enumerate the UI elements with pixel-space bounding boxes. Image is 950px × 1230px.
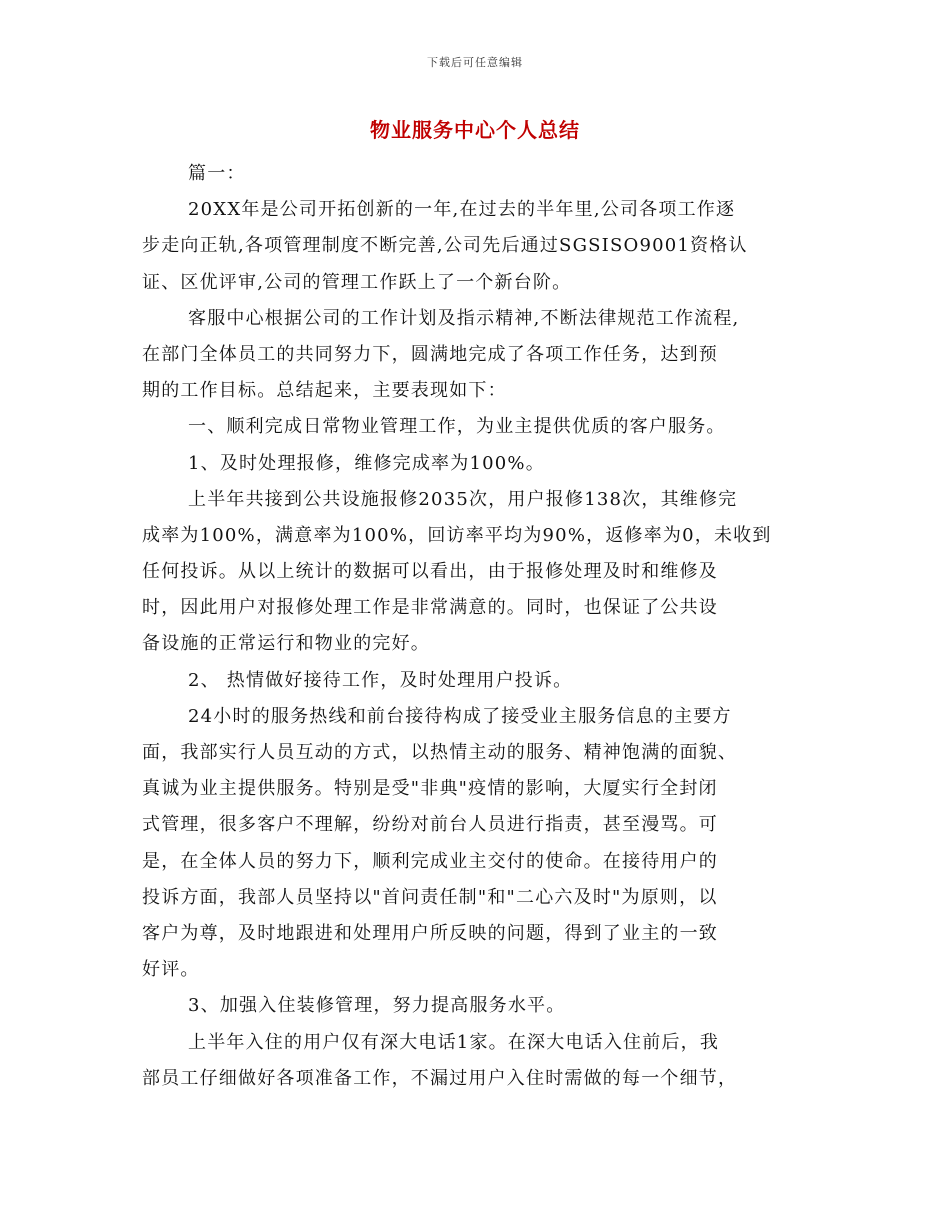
body-line: 时，因此用户对报修处理工作是非常满意的。同时，也保证了公共设 [142,597,718,619]
body-line: 好评。 [142,959,200,981]
body-line: 1、及时处理报修，维修完成率为100%。 [188,452,545,474]
body-line: 是，在全体人员的努力下，顺利完成业主交付的使命。在接待用户的 [142,850,718,872]
header-note: 下载后可任意编辑 [427,56,523,69]
body-line: 步走向正轨,各项管理制度不断完善,公司先后通过SGSISO9001资格认 [142,235,748,257]
body-line: 备设施的正常运行和物业的完好。 [142,633,430,655]
document-title: 物业服务中心个人总结 [370,118,580,142]
body-line: 任何投诉。从以上统计的数据可以看出，由于报修处理及时和维修及 [142,561,718,583]
body-line: 上半年共接到公共设施报修2035次，用户报修138次，其维修完 [188,488,738,510]
body-line: 期的工作目标。总结起来，主要表现如下： [142,380,507,402]
body-line: 客服中心根据公司的工作计划及指示精神,不断法律规范工作流程, [188,307,740,329]
body-line: 成率为100%，满意率为100%，回访率平均为90%，返修率为0，未收到 [142,524,772,546]
body-line: 式管理，很多客户不理解，纷纷对前台人员进行指责，甚至漫骂。可 [142,814,718,836]
body-line: 面，我部实行人员互动的方式，以热情主动的服务、精神饱满的面貌、 [142,742,738,763]
body-line: 上半年入住的用户仅有深大电话1家。在深大电话入住前后，我 [188,1031,720,1053]
body-line: 部员工仔细做好各项准备工作，不漏过用户入住时需做的每一个细节， [142,1067,738,1089]
body-line: 20XX年是公司开拓创新的一年,在过去的半年里,公司各项工作逐 [188,199,736,221]
document-body [142,156,822,1097]
body-line: 真诚为业主提供服务。特别是受"非典"疫情的影响，大厦实行全封闭 [142,778,718,800]
body-line: 24小时的服务热线和前台接待构成了接受业主服务信息的主要方 [188,705,732,727]
body-line: 3、加强入住装修管理，努力提高服务水平。 [188,995,566,1017]
body-line: 在部门全体员工的共同努力下，圆满地完成了各项工作任务，达到预 [142,343,718,365]
body-line: 一、顺利完成日常物业管理工作，为业主提供优质的客户服务。 [188,416,726,438]
body-line: 投诉方面，我部人员坚持以"首问责任制"和"二心六及时"为原则，以 [142,886,718,908]
body-line: 2、 热情做好接待工作，及时处理用户投诉。 [188,669,573,691]
body-line: 篇一： [188,163,246,184]
body-line: 客户为尊，及时地跟进和处理用户所反映的问题，得到了业主的一致 [142,922,718,944]
body-line: 证、区优评审,公司的管理工作跃上了一个新台阶。 [142,271,572,293]
